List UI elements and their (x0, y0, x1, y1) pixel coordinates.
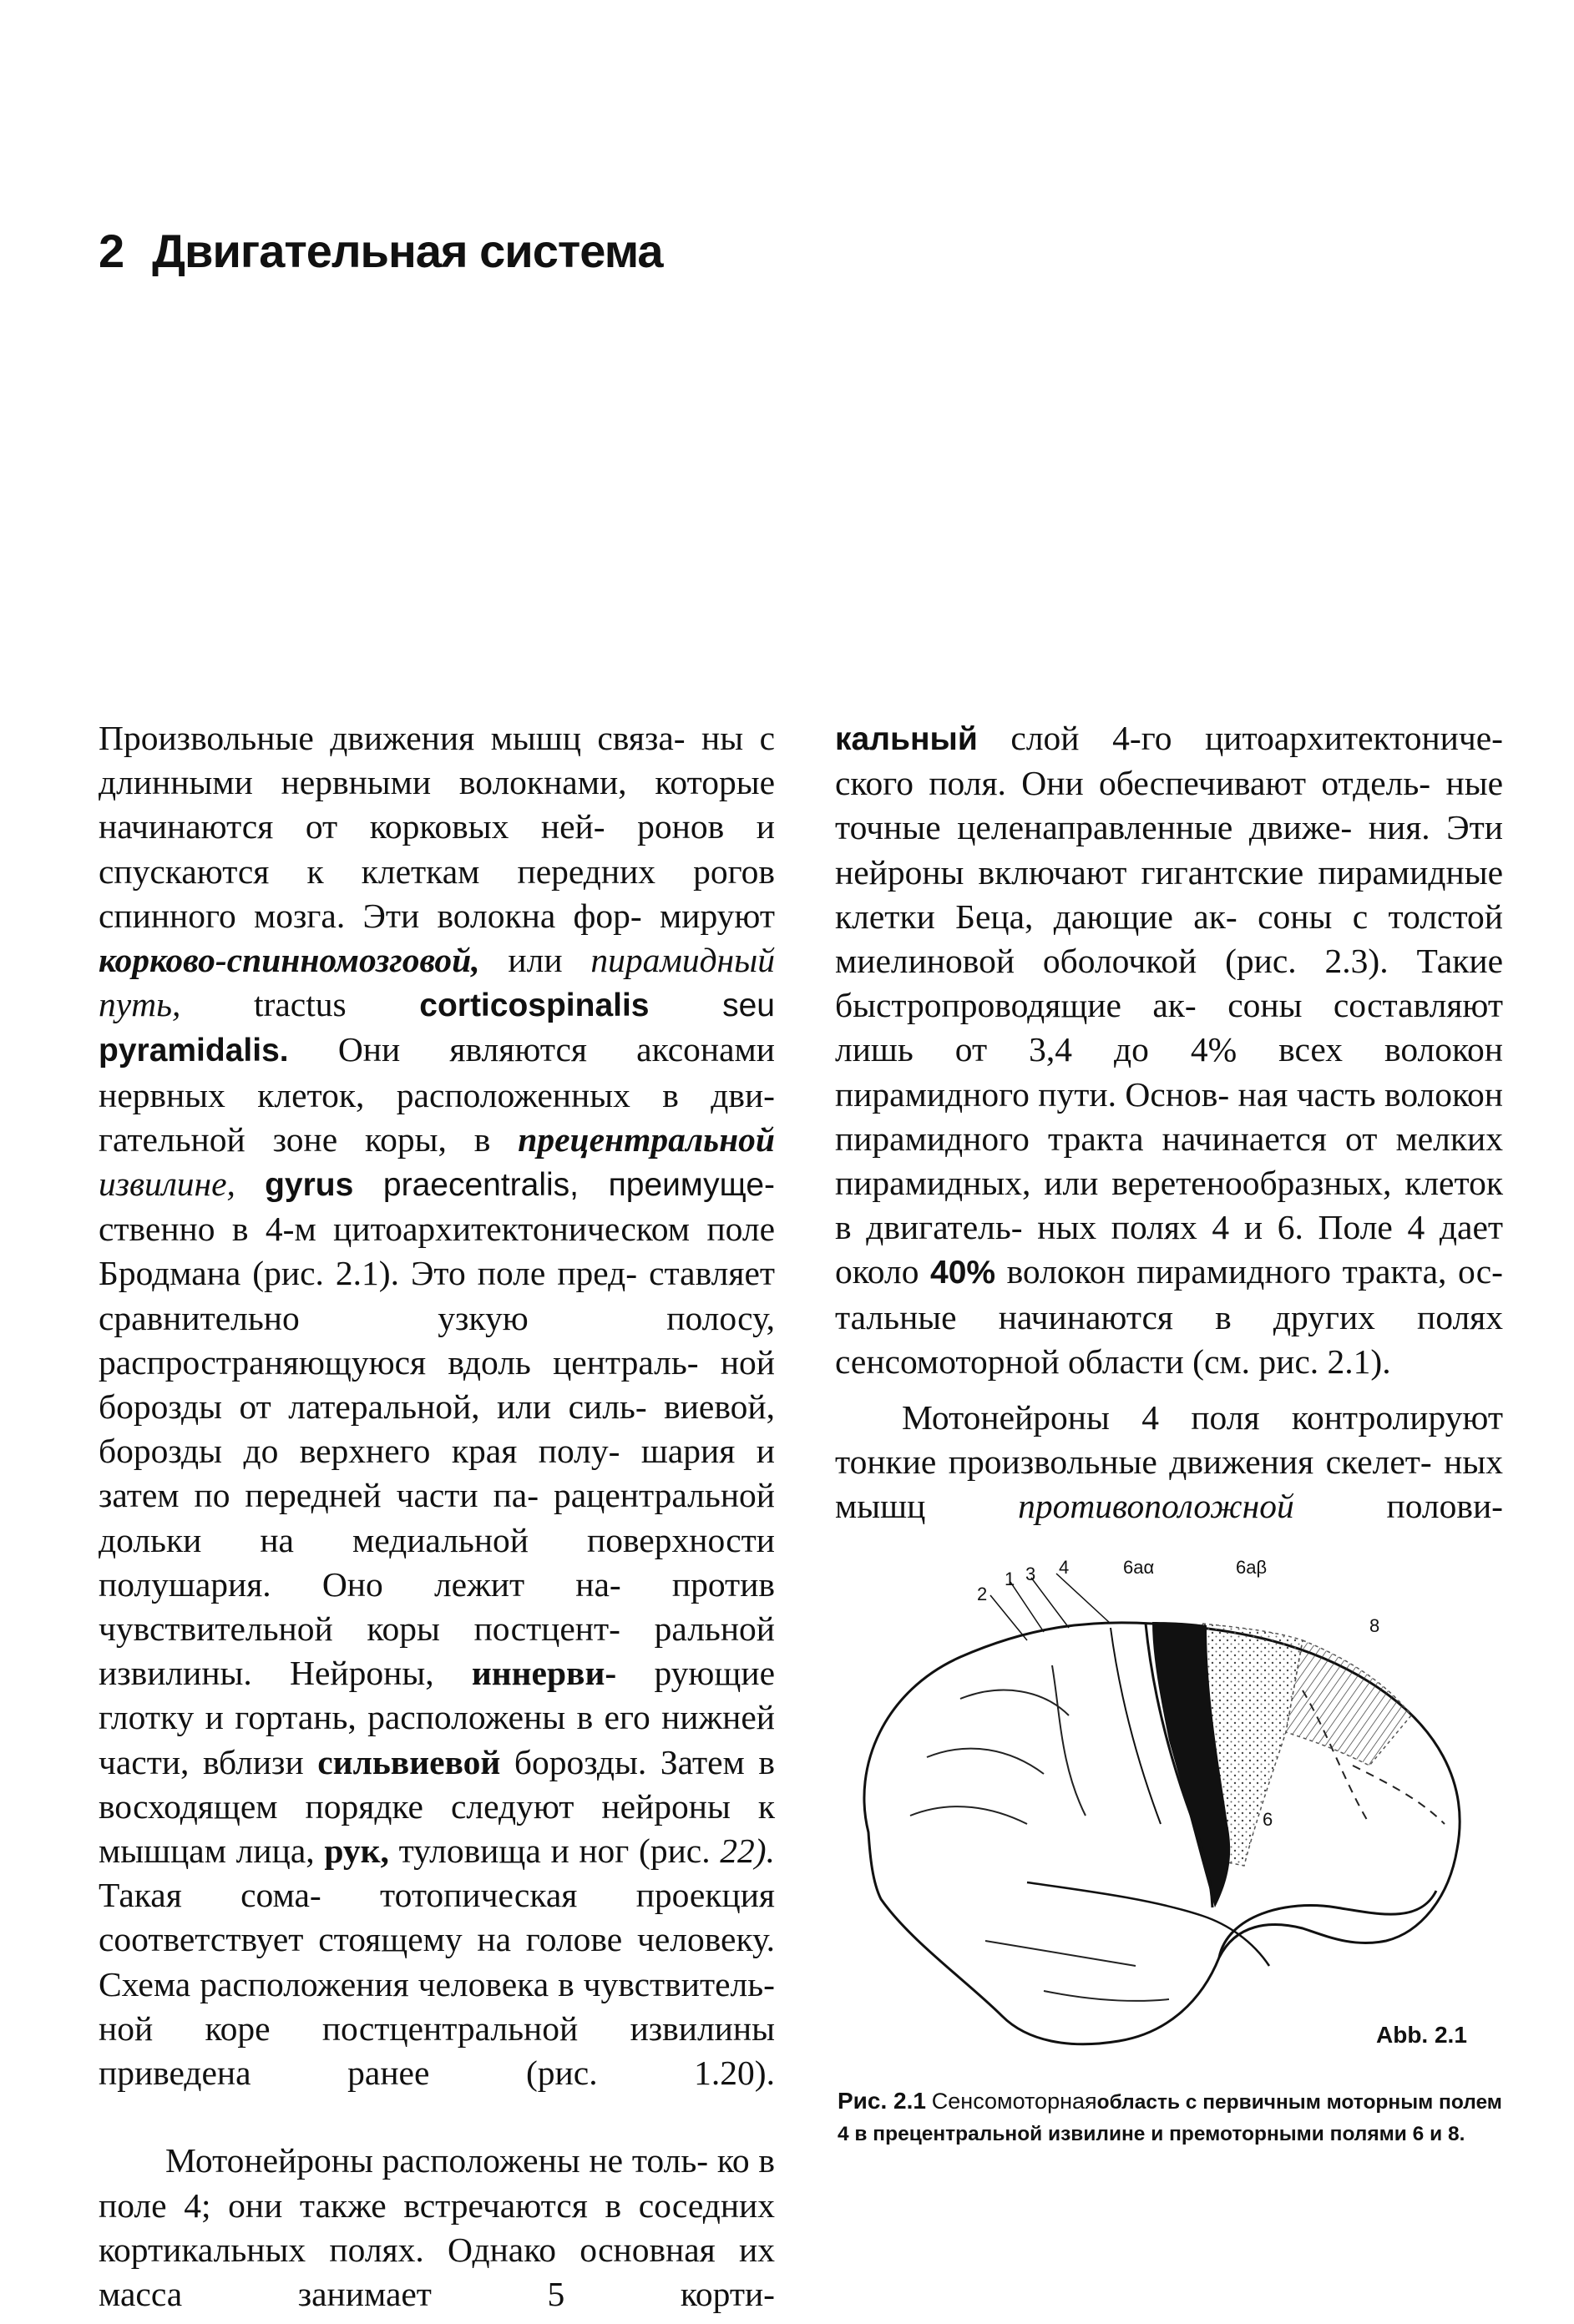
latin-praecentralis: praecentralis, преимуще- (353, 1167, 775, 1204)
text-line: гательной зоне коры, в (99, 1119, 519, 1159)
text-line: нервных клеток, расположенных в дви- (99, 1075, 775, 1114)
text-line: поле Бродмана (рис. 2.1). Это поле пред- (99, 1210, 775, 1293)
right-column (835, 716, 1503, 1529)
leader-line (1056, 1574, 1111, 1624)
paragraph-field4-control (835, 1396, 1503, 1529)
text-line: ной коре постцентральной извилины (99, 2008, 775, 2048)
text-line: (рис. 2.3). Такие быстропроводящие ак- (835, 942, 1503, 1025)
chapter-number: 2 (99, 225, 124, 277)
text-line: ных полях 4 и 6. Поле 4 дает около (835, 1208, 1504, 1291)
field-label-4: 4 (1059, 1557, 1070, 1578)
text-line: пирамидные клетки Беца, дающие ак- (835, 852, 1503, 936)
text-line: веретенообразных, клеток в двигатель- (835, 1164, 1503, 1247)
text-line: ния. Эти нейроны включают гигантские (835, 808, 1503, 892)
text-line: слой 4-го цитоархитектониче- (977, 719, 1503, 757)
paragraph-motoneurons (99, 2139, 775, 2316)
text-line: ко в поле 4; они также встречаются в (99, 2141, 776, 2225)
field-label-6a-alpha: 6aα (1123, 1557, 1155, 1578)
text-line: ная часть волокон пирамидного тракта (835, 1074, 1504, 1158)
percent-40: 40% (930, 1255, 996, 1291)
brain-lateral-view (835, 1548, 1503, 2058)
text-line: приведена ранее (рис. 1.20). (99, 2054, 775, 2093)
text-line: ных мышц (835, 1442, 1503, 1526)
text-line: сенсомоторной области (см. рис. 2.1). (835, 1341, 1391, 1381)
paragraph-cortical-layer (835, 716, 1503, 1384)
latin-seu: seu (722, 988, 775, 1024)
text-line: мируют (659, 896, 776, 935)
caption-text: область с первичным моторным полем 4 в прецентральной извилине и премоторными полями 6 и 8. (838, 2091, 1502, 2145)
text-line: рацентральной дольки на медиальной (99, 1476, 775, 1559)
text-line: ральной извилины. Нейроны, (99, 1609, 775, 1693)
text-line: Такая сома- (99, 1876, 321, 1915)
field-label-8: 8 (1369, 1615, 1380, 1636)
term-corticospinal: корково-спинномозговой, (99, 941, 480, 980)
field-label-6a-beta: 6aβ (1236, 1557, 1268, 1578)
text-line: ственно в 4-м цитоархитектоническом (99, 1210, 691, 1249)
text-line: начинается от мелких пирамидных, или (835, 1119, 1503, 1203)
text-line: основная их масса занимает 5 корти- (99, 2230, 776, 2313)
caption-ref: Рис. 2.1 (838, 2088, 926, 2114)
text-line: ронов и спускаются к клеткам передних (99, 807, 776, 891)
leader-line (1010, 1582, 1044, 1632)
caption-lead: Сенсомоторная (931, 2089, 1097, 2114)
text-line: виевой, борозды до верхнего края полу- (99, 1387, 775, 1471)
text-line: tractus (180, 985, 420, 1024)
term-sylvian: сильвиевой (317, 1742, 501, 1781)
term-hands: рук, (324, 1831, 389, 1871)
term-contralateral: противоположной (1018, 1487, 1294, 1526)
text-line: стоящему на голове человеку. Схема (99, 1920, 776, 2003)
latin-pyramidalis: pyramidalis. (99, 1033, 289, 1069)
text-line: соны составляют лишь от 3,4 до 4% (835, 986, 1504, 1069)
chapter-title-text: Двигательная система (152, 225, 663, 277)
text-line: ной борозды от латеральной, или силь- (99, 1342, 775, 1427)
text-line: шария и затем по передней части па- (99, 1432, 776, 1515)
text-line: которые начинаются от корковых ней- (99, 763, 775, 846)
text-line: Они являются аксонами (288, 1030, 775, 1069)
latin-corticospinalis: corticospinalis (419, 988, 650, 1024)
term-cortical: кальный (835, 721, 978, 757)
text-line: ского поля. Они обеспечивают отдель- (835, 764, 1431, 803)
text-line: рующие глотку и гортань, расположены (99, 1654, 775, 1737)
latin-gyrus: gyrus (265, 1167, 354, 1204)
chapter-title (99, 224, 663, 278)
text-line: следуют нейроны к мышцам лица, (99, 1786, 775, 1871)
text-line: соны с толстой миелиновой оболочкой (835, 897, 1504, 981)
text-line: Произвольные движения мышц связа- (99, 719, 686, 757)
text-line: всех волокон пирамидного пути. Основ- (835, 1030, 1503, 1114)
text-line: в его нижней части, вблизи (99, 1698, 776, 1781)
text-line: рогов спинного мозга. Эти волокна фор- (99, 851, 776, 935)
text-line: или (479, 941, 563, 980)
left-column (99, 716, 775, 2316)
text-line: Мотонейроны расположены не толь- (165, 2141, 709, 2180)
text-line: расположения человека в чувствитель- (200, 1964, 775, 2003)
term-pyramidal-tract: пирамидный путь, (99, 941, 775, 1024)
figure-caption (838, 2085, 1506, 2150)
text-line: распространяющуюся вдоль централь- (99, 1342, 699, 1382)
brain-figure (835, 1548, 1503, 2058)
text-line: Мотонейроны 4 поля контролируют (902, 1398, 1503, 1437)
field-label-3: 3 (1025, 1564, 1036, 1584)
text-line: ны с длинными нервными волокнами, (99, 719, 776, 802)
text-line: тонкие произвольные движения скелет- (835, 1442, 1432, 1482)
field-label-6: 6 (1263, 1809, 1273, 1830)
term-precentral: прецентральной (518, 1119, 775, 1159)
text-line: полови- (1293, 1487, 1504, 1526)
text-line: ные точные целенаправленные движе- (835, 764, 1503, 847)
leader-line (990, 1595, 1027, 1640)
text-line: против чувствительной коры постцент- (99, 1564, 775, 1649)
text-line: тотопическая проекция соответствует (99, 1876, 775, 1959)
paragraph-voluntary-movement (99, 716, 775, 2095)
text-line: тальные начинаются в других полях (835, 1297, 1503, 1336)
text-line: поверхности полушария. Оно лежит на- (99, 1520, 775, 1604)
text-line: борозды. Затем в восходящем порядке (99, 1742, 775, 1826)
text-line: туловища и ног (рис. (398, 1831, 721, 1871)
term-gyrus-ru: извилине, (99, 1165, 235, 1204)
figure-ref-22: 22). (720, 1831, 775, 1871)
field-label-2: 2 (977, 1584, 988, 1604)
leader-line (1031, 1578, 1069, 1628)
text-line: волокон пирамидного тракта, ос- (995, 1252, 1503, 1291)
text-line: ставляет сравнительно узкую полосу, (99, 1254, 776, 1337)
term-innervating: иннерви- (471, 1654, 617, 1693)
text-line: соседних кортикальных полях. Однако (99, 2185, 775, 2269)
figure-tag: Abb. 2.1 (1376, 2022, 1467, 2048)
field-label-1: 1 (1005, 1569, 1015, 1589)
